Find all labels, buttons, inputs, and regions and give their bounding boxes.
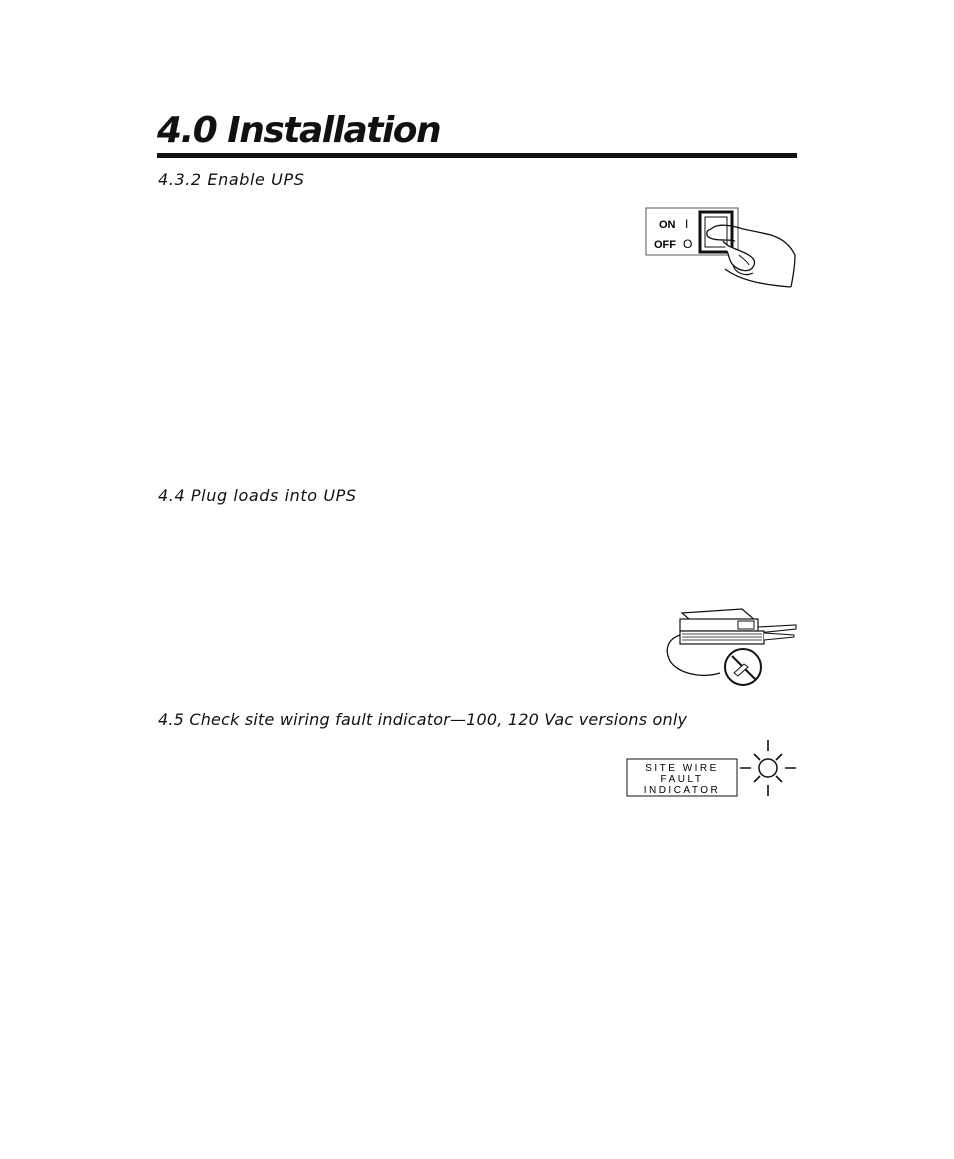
switch-off-label: OFF: [654, 239, 676, 251]
site-wire-fault-indicator-icon: [624, 737, 798, 799]
fault-label-line3: INDICATOR: [643, 785, 721, 796]
title-rule: [157, 153, 797, 158]
section-heading-enable-ups: 4.3.2 Enable UPS: [158, 170, 305, 189]
section-heading-plug-loads: 4.4 Plug loads into UPS: [158, 486, 357, 505]
no-laser-printer-icon: [660, 607, 798, 689]
section-heading-site-wiring: 4.5 Check site wiring fault indicator—100, 120 Vac versions only: [158, 710, 688, 729]
page-title: 4.0 Installation: [157, 110, 441, 151]
switch-off-symbol: O: [683, 237, 693, 251]
fault-label-line1: SITE WIRE: [645, 763, 719, 774]
switch-on-label: ON: [659, 219, 676, 231]
switch-on-symbol: I: [685, 217, 689, 231]
power-switch-press-icon: [645, 207, 797, 289]
fault-label-line2: FAULT: [660, 774, 704, 785]
